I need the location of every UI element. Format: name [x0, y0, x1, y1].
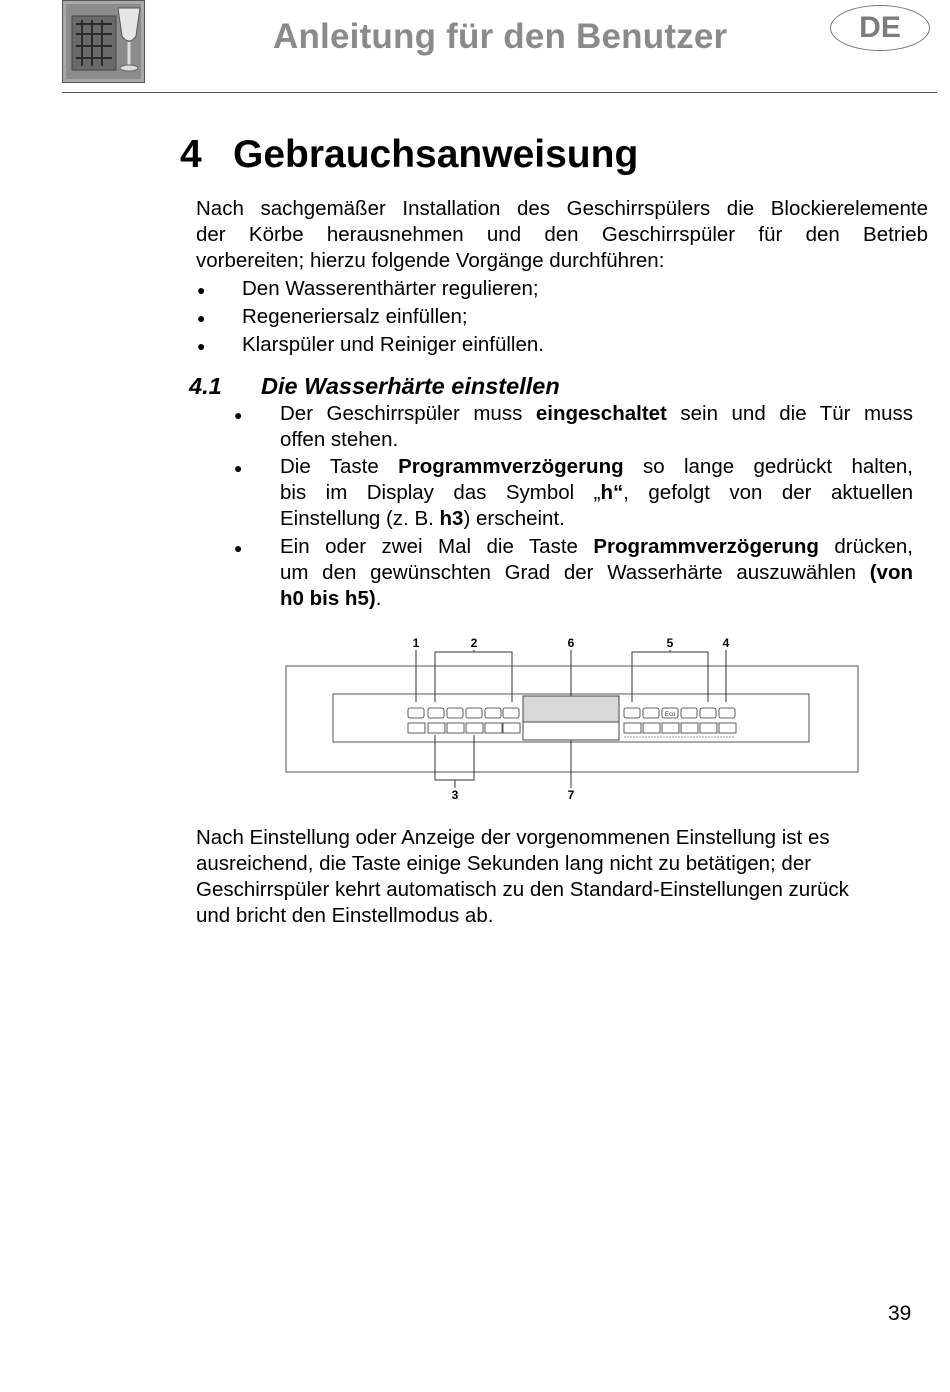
- list-item: ● Den Wasserenthärter regulieren;: [196, 276, 544, 304]
- subsection-title: Die Wasserhärte einstellen: [261, 373, 560, 399]
- callout-5: 5: [666, 636, 674, 650]
- bullet-icon: ●: [234, 540, 243, 556]
- outro-line: und bricht den Einstellmodus ab.: [196, 904, 494, 927]
- callout-6: 6: [567, 636, 575, 650]
- preparation-list: [196, 276, 544, 360]
- section-number: 4: [180, 133, 202, 176]
- water-hardness-steps: [233, 401, 913, 614]
- section-heading: [180, 133, 638, 177]
- outro-line: Geschirrspüler kehrt automatisch zu den Standard-Einstellungen zurück: [196, 878, 849, 901]
- bullet-icon: ●: [197, 338, 206, 354]
- outro-line: ausreichend, die Taste einige Sekunden lang nicht zu betätigen; der: [196, 852, 812, 875]
- section-title: Gebrauchsanweisung: [233, 133, 639, 176]
- callout-1: 1: [412, 636, 420, 650]
- subsection-number: 4.1: [189, 373, 222, 399]
- eco-label: Eco: [665, 712, 676, 718]
- page-number: 39: [888, 1302, 912, 1325]
- bullet-icon: ●: [197, 282, 206, 298]
- list-item: ● Die Taste Programmverzögerung so lange gedrückt halten, bis im Display das Symbol „h“, gefolgt von der aktuellen Einstellung (z. B. h3) erscheint.: [234, 455, 913, 530]
- outro-line: Nach Einstellung oder Anzeige der vorgenommenen Einstellung ist es: [196, 826, 830, 849]
- callout-7: 7: [567, 788, 575, 802]
- dishwasher-glass-icon: [62, 0, 145, 83]
- list-item: ● Regeneriersalz einfüllen;: [196, 304, 544, 332]
- intro-line: der Körbe herausnehmen und den Geschirrspüler für den Betrieb: [196, 223, 928, 246]
- intro-line: Nach sachgemäßer Installation des Geschirrspülers die Blockierelemente: [196, 197, 928, 220]
- bullet-icon: ●: [197, 310, 206, 326]
- display-screen: [523, 696, 619, 722]
- bullet-icon: ●: [234, 460, 243, 476]
- control-panel-figure: [285, 632, 860, 804]
- header-divider: [62, 92, 937, 93]
- intro-paragraph: [196, 196, 928, 274]
- bullet-icon: ●: [234, 407, 243, 423]
- language-badge: DE: [830, 5, 930, 51]
- callout-4: 4: [722, 636, 730, 650]
- list-item: ● Ein oder zwei Mal die Taste Programmverzögerung drücken, um den gewünschten Grad der Wasserhärte auszuwählen (von h0 bis h5).: [234, 535, 913, 610]
- list-item: ● Der Geschirrspüler muss eingeschaltet sein und die Tür muss offen stehen.: [234, 402, 913, 451]
- header-title: Anleitung für den Benutzer: [273, 17, 728, 56]
- callout-2: 2: [470, 636, 478, 650]
- callout-3: 3: [451, 788, 459, 802]
- intro-line: vorbereiten; hierzu folgende Vorgänge durchführen:: [196, 249, 665, 272]
- list-item: ● Klarspüler und Reiniger einfüllen.: [196, 332, 544, 360]
- outro-paragraph: [196, 825, 936, 929]
- subsection-heading: [189, 373, 560, 400]
